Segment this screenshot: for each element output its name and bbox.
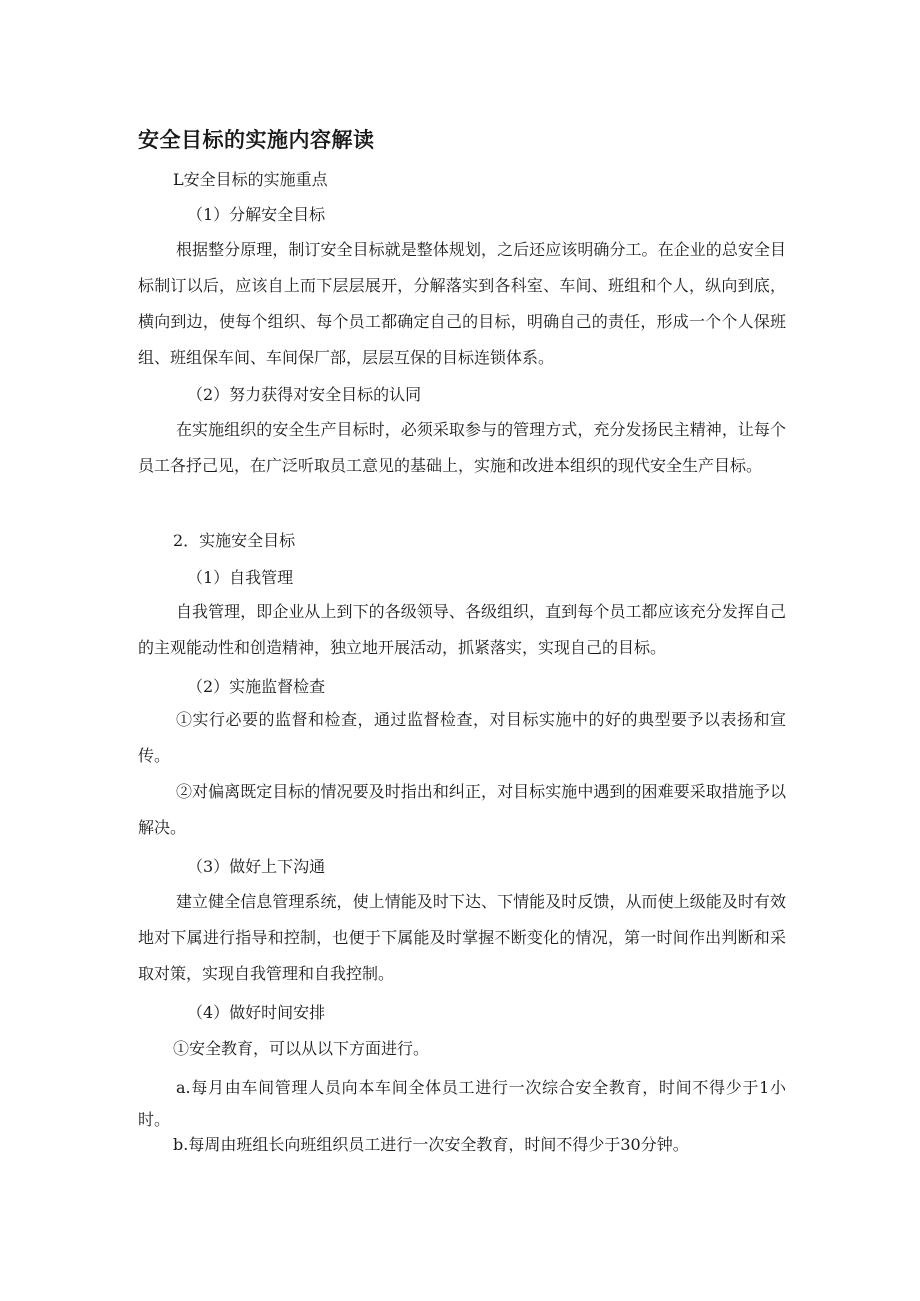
section-1-sub-1-heading: （1）分解安全目标 — [187, 205, 326, 224]
section-1-sub-2-heading: （2）努力获得对安全目标的认同 — [187, 385, 422, 404]
section-1-sub-1-paragraph: 根据整分原理，制订安全目标就是整体规划，之后还应该明确分工。在企业的总安全目标制订以后，应该自上而下层层展开，分解落实到各科室、车间、班组和个人，纵向到底，横向到边，使每个组织、每个员工都确定自己的目标，明确自己的责任，形成一个个人保班组、班组保车间、车间保厂部，层层互保的目标连锁体系。 — [138, 240, 786, 367]
section-2-sub-3-paragraph: 建立健全信息管理系统，使上情能及时下达、下情能及时反馈，从而使上级能及时有效地对下属进行指导和控制，也便于下属能及时掌握不断变化的情况，第一时间作出判断和采取对策，实现自我管理和自我控制。 — [138, 892, 786, 983]
section-2-sub-4-heading: （4）做好时间安排 — [187, 1003, 326, 1022]
section-2-sub-1-paragraph: 自我管理，即企业从上到下的各级领导、各级组织，直到每个员工都应该充分发挥自己的主观能动性和创造精神，独立地开展活动，抓紧落实，实现自己的目标。 — [138, 602, 786, 657]
section-2-sub-3-heading: （3）做好上下沟通 — [187, 857, 326, 876]
section-2-sub-2-heading: （2）实施监督检查 — [187, 677, 326, 696]
section-2-sub-1-heading: （1）自我管理 — [187, 568, 294, 587]
page-title: 安全目标的实施内容解读 — [138, 128, 375, 152]
section-2-heading: 2．实施安全目标 — [173, 531, 296, 550]
section-2-sub-2-item-2: ②对偏离既定目标的情况要及时指出和纠正，对目标实施中遇到的困难要采取措施予以解决。 — [138, 782, 786, 837]
section-2-sub-4-item-a: a.每月由车间管理人员向本车间全体员工进行一次综合安全教育，时间不得少于1小时。 — [138, 1078, 786, 1129]
section-2-sub-4-item-b: b.每周由班组长向班组织员工进行一次安全教育，时间不得少于30分钟。 — [173, 1135, 689, 1154]
section-1-heading: L安全目标的实施重点 — [173, 170, 328, 189]
section-2-sub-4-item-1: ①安全教育，可以从以下方面进行。 — [173, 1039, 430, 1058]
section-2-sub-2-item-1: ①实行必要的监督和检查，通过监督检查，对目标实施中的好的典型要予以表扬和宣传。 — [138, 710, 786, 765]
section-1-sub-2-paragraph: 在实施组织的安全生产目标时，必须采取参与的管理方式，充分发扬民主精神，让每个员工各抒己见，在广泛听取员工意见的基础上，实施和改进本组织的现代安全生产目标。 — [138, 420, 786, 475]
